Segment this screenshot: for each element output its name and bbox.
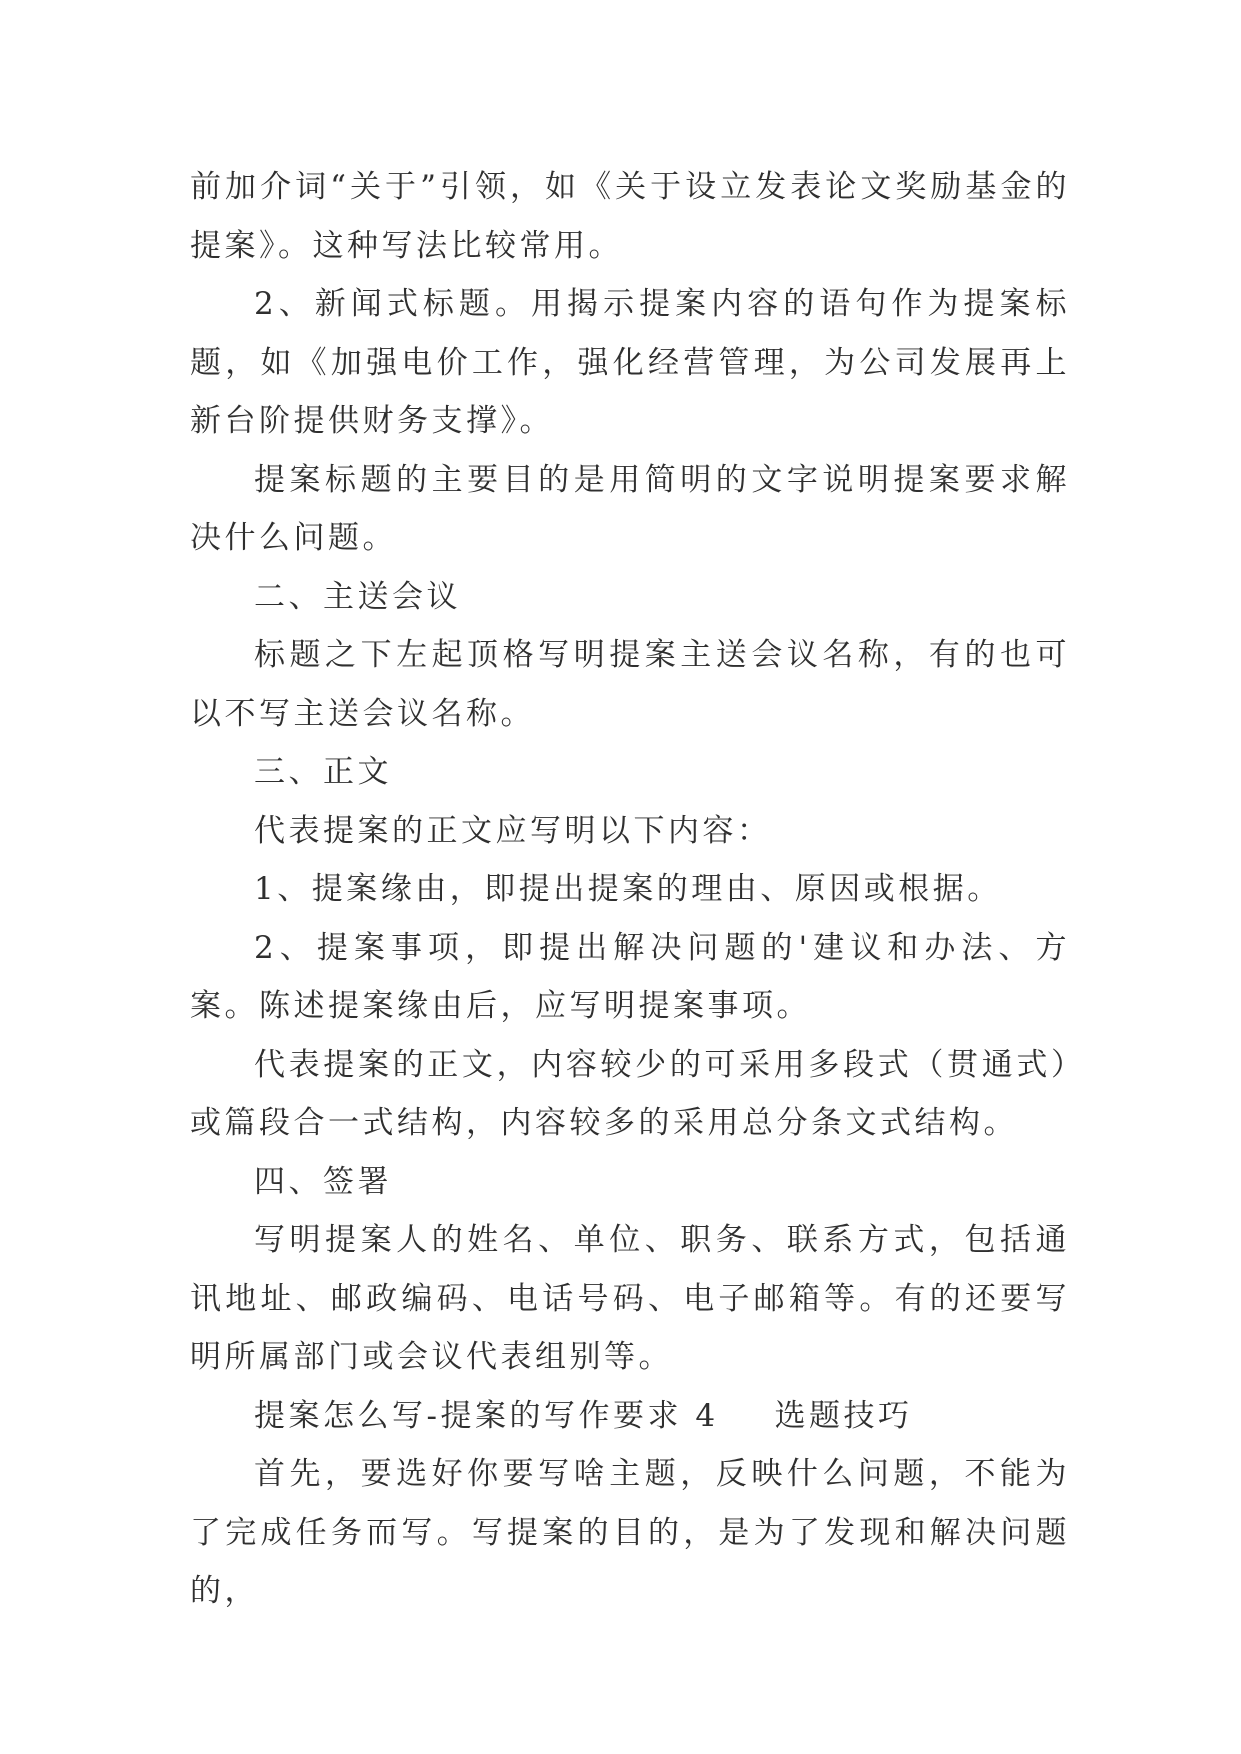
paragraph-proposal-items: 2、提案事项，即提出解决问题的'建议和办法、方案。陈述提案缘由后，应写明提案事项。 <box>190 929 1070 1024</box>
paragraph-title-style-1-continued: 前加介词“关于”引领，如《关于设立发表论文奖励基金的提案》。这种写法比较常用。 <box>190 169 1070 264</box>
paragraph-news-style-title: 2、新闻式标题。用揭示提案内容的语句作为提案标题，如《加强电价工作，强化经营管理，为公司发展再上新台阶提供财务支撑》。 <box>190 286 1070 439</box>
paragraph-body-contents: 代表提案的正文应写明以下内容： <box>254 812 772 849</box>
paragraph-signature: 写明提案人的姓名、单位、职务、联系方式，包括通讯地址、邮政编码、电话号码、电子邮箱等。有的还要写明所属部门或会议代表组别等。 <box>190 1222 1070 1375</box>
document-body <box>190 158 1070 1621</box>
paragraph-proposal-reason: 1、提案缘由，即提出提案的理由、原因或根据。 <box>254 871 1002 907</box>
paragraph-body-structure: 代表提案的正文，内容较少的可采用多段式（贯通式）或篇段合一式结构，内容较多的采用总分条文式结构。 <box>190 1046 1070 1141</box>
section-heading-topic-selection <box>190 1387 1070 1446</box>
section-heading-signature: 四、签署 <box>254 1163 392 1200</box>
section-heading-topic-selection-subtitle: 选题技巧 <box>774 1397 913 1434</box>
section-heading-main-meeting: 二、主送会议 <box>254 578 461 615</box>
paragraph-title-purpose: 提案标题的主要目的是用简明的文字说明提案要求解决什么问题。 <box>190 461 1070 556</box>
paragraph-topic-selection: 首先，要选好你要写啥主题，反映什么问题，不能为了完成任务而写。写提案的目的，是为了发现和解决问题的， <box>190 1456 1070 1609</box>
section-heading-body: 三、正文 <box>254 754 392 790</box>
paragraph-main-meeting: 标题之下左起顶格写明提案主送会议名称，有的也可以不写主送会议名称。 <box>190 637 1070 732</box>
section-heading-topic-selection-title: 提案怎么写-提案的写作要求 4 <box>254 1397 719 1434</box>
